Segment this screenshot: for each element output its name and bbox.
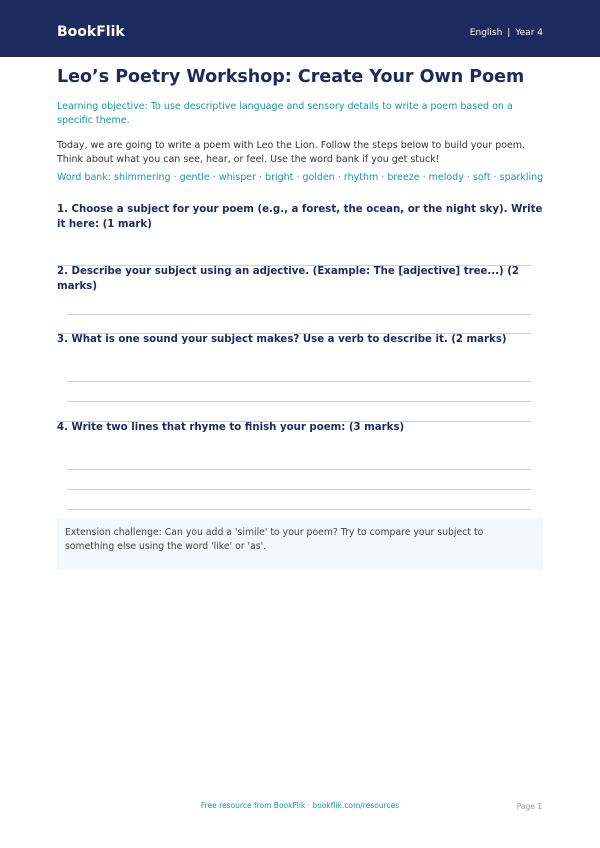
question-2: 2. Describe your subject using an adjective. (Example: The [adjective] tree...) (2 marks) [57,266,519,292]
question-4: 4. Write two lines that rhyme to finish your poem: (3 marks) [57,422,405,433]
answer-line[interactable] [67,314,531,315]
subject-label: English [469,28,503,38]
extension-challenge-text: Extension challenge: Can you add a 'simile' to your poem? Try to compare your subject to something else using the word 'like' or 'as'. [65,527,484,552]
footer-credit[interactable]: Free resource from BookFlik · bookflik.com/resources [200,801,400,810]
page-title: Leo’s Poetry Workshop: Create Your Own Poem [57,67,525,87]
answer-line[interactable] [67,509,531,510]
intro-text: Today, we are going to write a poem with Leo the Lion. Follow the steps below to build your poem. Think about what you can see, hear, or feel. Use the word bank if you get stuck! [57,140,526,165]
page-number: Page 1 [516,802,542,811]
subject-year-label [470,27,543,39]
answer-line[interactable] [67,381,531,382]
extension-challenge-box [57,518,543,570]
learning-objective: Learning objective: To use descriptive language and sensory details to write a poem based on a specific theme. [57,101,513,126]
question-3: 3. What is one sound your subject makes? Use a verb to describe it. (2 marks) [57,334,507,345]
meta-separator: | [507,28,511,38]
answer-line[interactable] [67,489,531,490]
answer-line[interactable] [67,469,531,470]
answer-line[interactable] [67,401,531,402]
question-1: 1. Choose a subject for your poem (e.g., a forest, the ocean, or the night sky). Write it here: (1 mark) [57,204,543,230]
header-bar [0,0,600,57]
word-bank: Word bank: shimmering · gentle · whisper · bright · golden · rhythm · breeze · melody · soft · sparkling [57,172,544,183]
brand-logo[interactable]: BookFlik [57,24,125,40]
year-label: Year 4 [515,28,543,38]
